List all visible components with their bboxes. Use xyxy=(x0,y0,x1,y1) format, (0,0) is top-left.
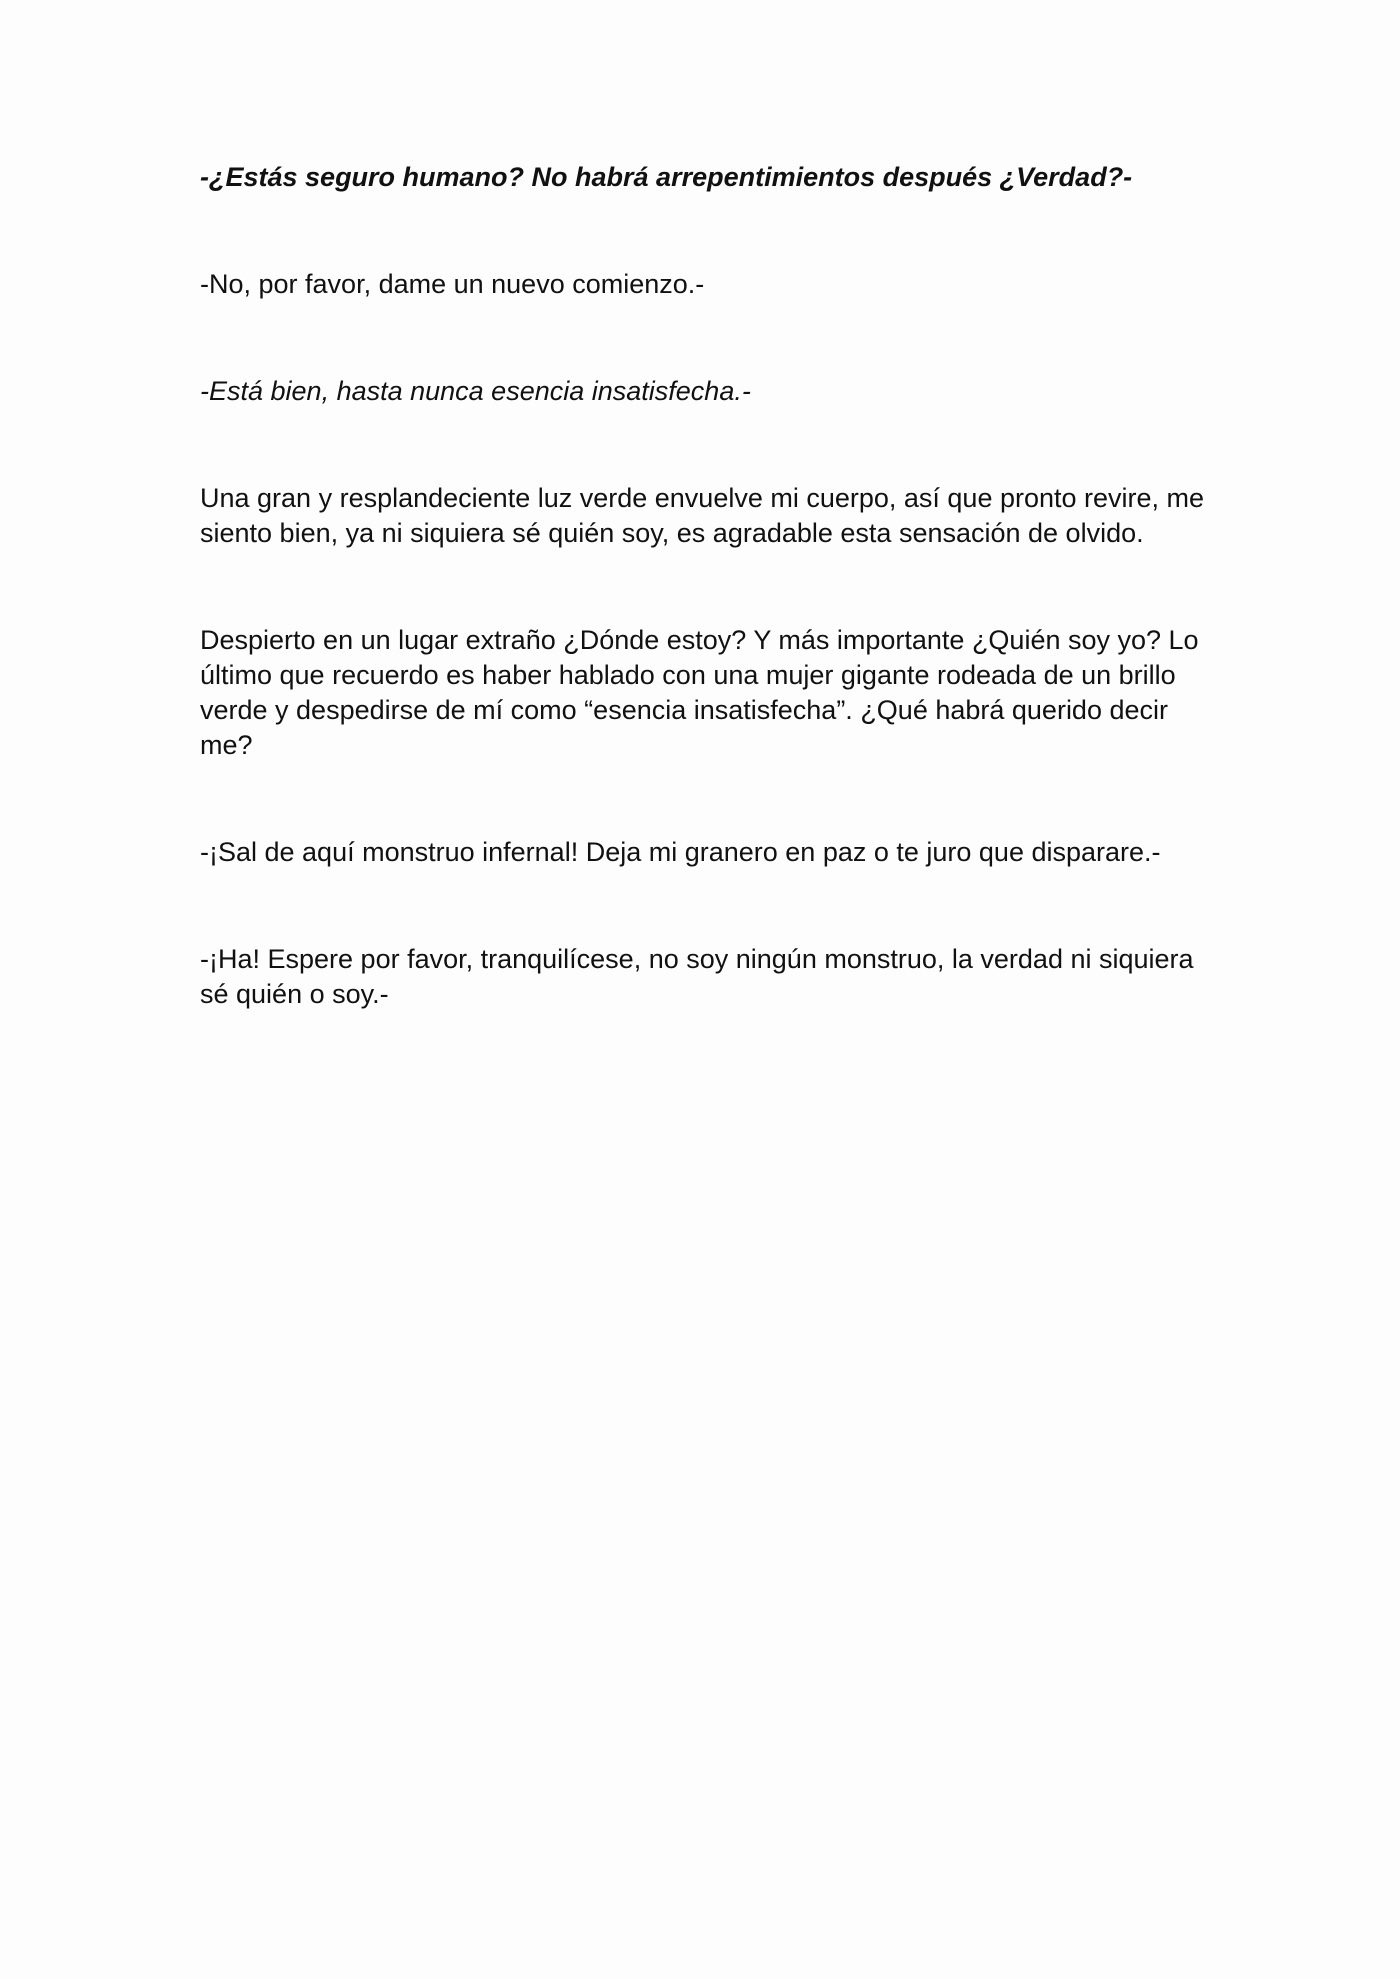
narrative-paragraph-awakening: Despierto en un lugar extraño ¿Dónde estoy? Y más importante ¿Quién soy yo? Lo último que recuerdo es haber hablado con una mujer gigante rodeada de un brillo verde y despedirse de mí como “esencia insatisfecha”. ¿Qué habrá querido decir me? xyxy=(200,625,1199,760)
document-body xyxy=(200,160,1210,1084)
dialogue-line-farmer: -¡Sal de aquí monstruo infernal! Deja mi granero en paz o te juro que disparare.- xyxy=(200,837,1161,867)
narrative-paragraph-light: Una gran y resplandeciente luz verde envuelve mi cuerpo, así que pronto revire, me siento bien, ya ni siquiera sé quién soy, es agradable esta sensación de olvido. xyxy=(200,483,1205,548)
dialogue-line-reply: -No, por favor, dame un nuevo comienzo.- xyxy=(200,269,705,299)
dialogue-line-farewell: -Está bien, hasta nunca esencia insatisfecha.- xyxy=(200,376,751,406)
dialogue-line-question: -¿Estás seguro humano? No habrá arrepentimientos después ¿Verdad?- xyxy=(200,162,1133,192)
dialogue-line-response: -¡Ha! Espere por favor, tranquilícese, no soy ningún monstruo, la verdad ni siquiera sé quién o soy.- xyxy=(200,944,1194,1009)
